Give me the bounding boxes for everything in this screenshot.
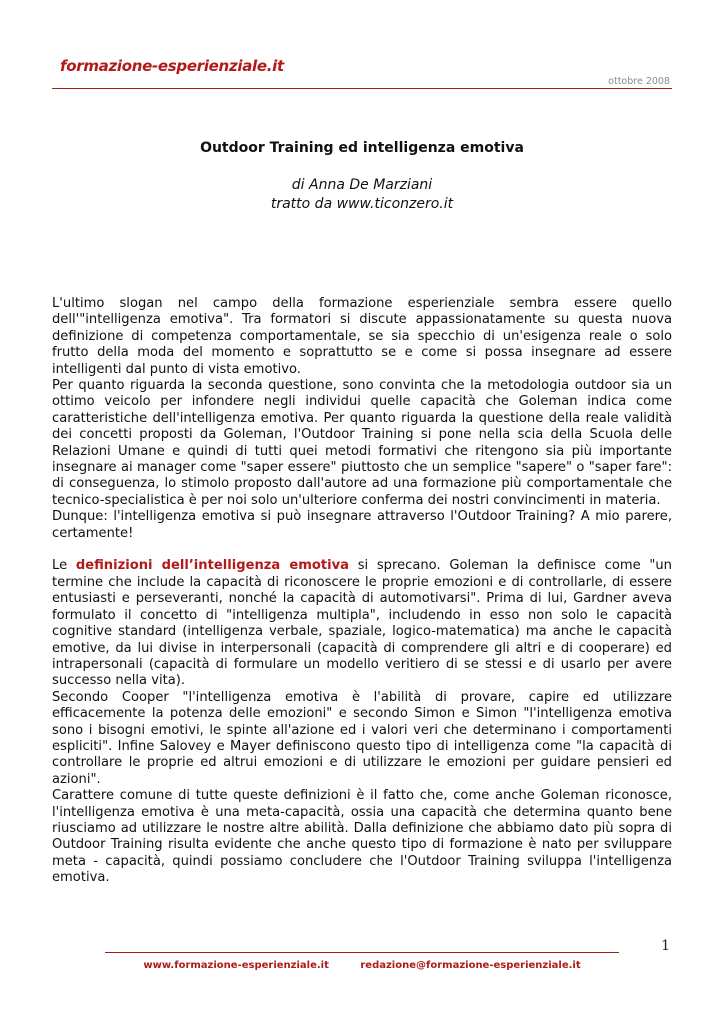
paragraph-lead: Le: [52, 558, 68, 574]
paragraph: Per quanto riguarda la seconda questione, sono convinta che la metodologia outdoor sia un ottimo veicolo per infondere negli individui quelle capacità che Goleman indica come caratteristiche dell'intelligenza emotiva. Per quanto riguarda la questione della reale validità dei concetti proposti da Goleman, l'Outdoor Training si pone nella scia della Scuola delle Relazioni Umane e quindi di tutti quei metodi formativi che ritengono sia più importante insegnare ai manager come "saper essere" piuttosto che un semplice "sapere" o "saper fare": di conseguenza, lo stimolo proposto dall'autore ad una formazione più comportamentale che tecnico-specialistica è per noi solo un'ulteriore conferma dei nostri convincimenti in materia.: [52, 378, 672, 508]
source-line: tratto da www.ticonzero.it: [270, 196, 454, 212]
footer-website-link[interactable]: www.formazione-esperienziale.it: [143, 960, 329, 971]
article-title: Outdoor Training ed intelligenza emotiva: [200, 140, 524, 156]
header-date: ottobre 2008: [608, 76, 670, 87]
paragraph-definitions: [52, 558, 672, 689]
article-byline: [0, 176, 724, 214]
paragraph: L'ultimo slogan nel campo della formazione esperienziale sembra essere quello dell'"intelligenza emotiva". Tra formatori si discute appassionatamente su questa nuova definizione di competenza comportamentale, se sia specchio di un'esigenza reale o solo frutto della moda del momento e soprattutto se e come si possa insegnare ad essere intelligenti dal punto di vista emotivo.: [52, 296, 672, 377]
highlight-term: definizioni dell’intelligenza emotiva: [75, 558, 349, 574]
footer-email-link[interactable]: redazione@formazione-esperienziale.it: [360, 960, 581, 971]
page-number: 1: [661, 938, 670, 954]
header-divider: [52, 88, 672, 89]
footer-divider: [105, 952, 619, 953]
paragraph-rest: si sprecano. Goleman la definisce come "un termine che include la capacità di riconoscere le proprie emozioni e di controllarle, di essere entusiasti e perseveranti, nonché la capacità di automotivarsi". Prima di lui, Gardner aveva formulato il concetto di "intelligenza multipla", includendo in esso non solo le capacità cognitive standard (intelligenza verbale, spaziale, logico-matematica) ma anche le capacità emotive, da lui divise in interpersonali (capacità di comprendere gli altri e di cooperare) ed intrapersonali (capacità di formulare un modello veritiero di se stessi e di usarlo per avere successo nella vita).: [52, 558, 672, 689]
author-line: di Anna De Marziani: [291, 177, 433, 193]
paragraph: Dunque: l'intelligenza emotiva si può insegnare attraverso l'Outdoor Training? A mio parere, certamente!: [52, 509, 672, 541]
article-body: [52, 296, 672, 887]
site-logo: formazione-esperienziale.it: [60, 57, 284, 75]
paragraph: Carattere comune di tutte queste definizioni è il fatto che, come anche Goleman riconosce, l'intelligenza emotiva è una meta-capacità, ossia una capacità che determina quanto bene riusciamo ad utilizzare le nostre altre abilità. Dalla definizione che abbiamo dato più sopra di Outdoor Training risulta evidente che anche questo tipo di formazione è nato per sviluppare meta - capacità, quindi possiamo concludere che l'Outdoor Training sviluppa l'intelligenza emotiva.: [52, 788, 672, 886]
paragraph: Secondo Cooper "l'intelligenza emotiva è l'abilità di provare, capire ed utilizzare efficacemente la potenza delle emozioni" e secondo Simon e Simon "l'intelligenza emotiva sono i bisogni emotivi, le spinte all'azione ed i valori veri che determinano i comportamenti espliciti". Infine Salovey e Mayer definiscono questo tipo di intelligenza come "la capacità di controllare le proprie ed altrui emozioni e di utilizzare le emozioni per guidare pensieri ed azioni".: [52, 689, 672, 787]
footer: [0, 960, 724, 971]
